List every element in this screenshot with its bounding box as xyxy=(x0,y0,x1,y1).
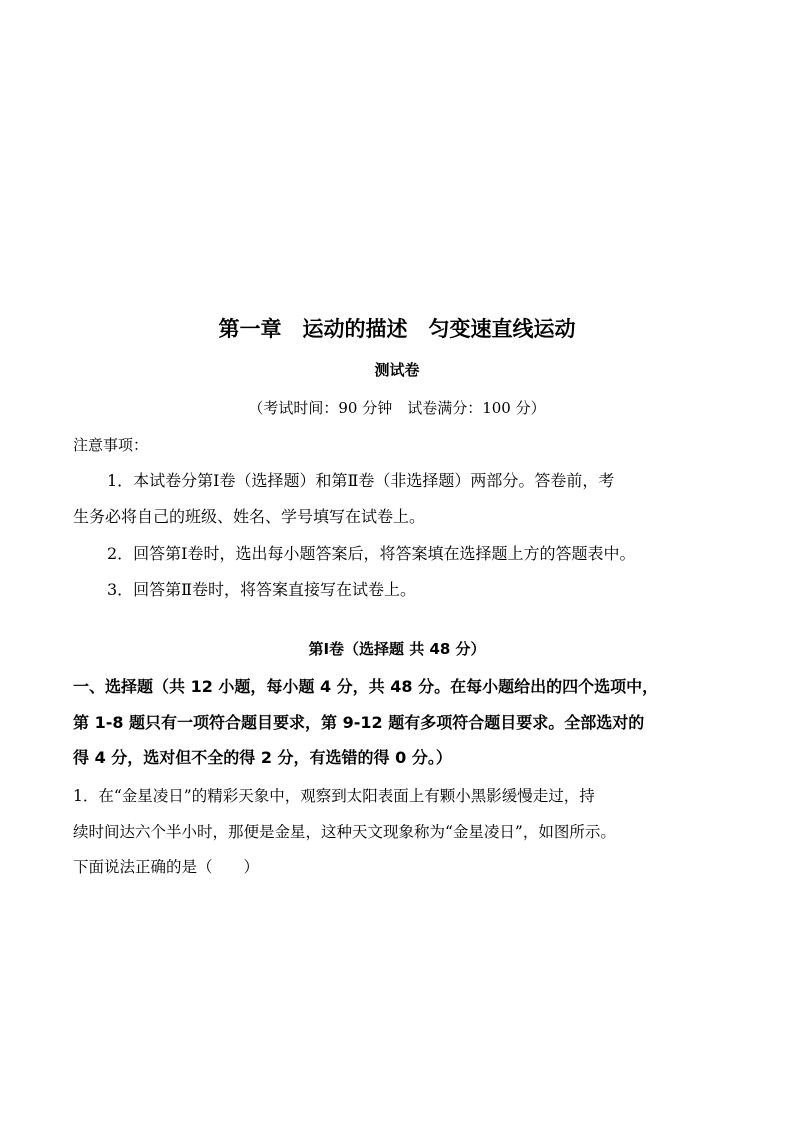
notice-item-1-line-2: 生务必将自己的班级、姓名、学号填写在试卷上。 xyxy=(73,507,426,526)
exam-info: （考试时间：90 分钟 试卷满分：100 分） xyxy=(248,399,546,417)
section-1-instructions-line-2: 第 1-8 题只有一项符合题目要求，第 9-12 题有多项符合题目要求。全部选对的 xyxy=(73,713,645,732)
part-1-heading: 第Ⅰ卷（选择题 共 48 分） xyxy=(308,640,486,658)
question-1-line-1: 1．在“金星凌日”的精彩天象中，观察到太阳表面上有颗小黑影缓慢走过，持 xyxy=(73,787,595,805)
notice-item-3: 3．回答第Ⅱ卷时，将答案直接写在试卷上。 xyxy=(107,580,417,599)
page-subtitle: 测试卷 xyxy=(374,361,420,379)
notice-heading: 注意事项： xyxy=(73,436,149,454)
page-title: 第一章 运动的描述 匀变速直线运动 xyxy=(218,317,576,341)
question-1-line-3: 下面说法正确的是（ ） xyxy=(73,858,260,876)
notice-item-2: 2．回答第Ⅰ卷时，选出每小题答案后，将答案填在选择题上方的答题表中。 xyxy=(107,544,636,563)
section-1-instructions-line-3: 得 4 分，选对但不全的得 2 分，有选错的得 0 分。） xyxy=(73,748,452,767)
question-1-line-2: 续时间达六个半小时，那便是金星，这种天文现象称为“金星凌日”，如图所示。 xyxy=(73,823,616,841)
section-1-instructions-line-1: 一、选择题（共 12 小题，每小题 4 分，共 48 分。在每小题给出的四个选项中， xyxy=(73,677,659,696)
notice-item-1-line-1: 1．本试卷分第Ⅰ卷（选择题）和第Ⅱ卷（非选择题）两部分。答卷前，考 xyxy=(107,471,615,490)
